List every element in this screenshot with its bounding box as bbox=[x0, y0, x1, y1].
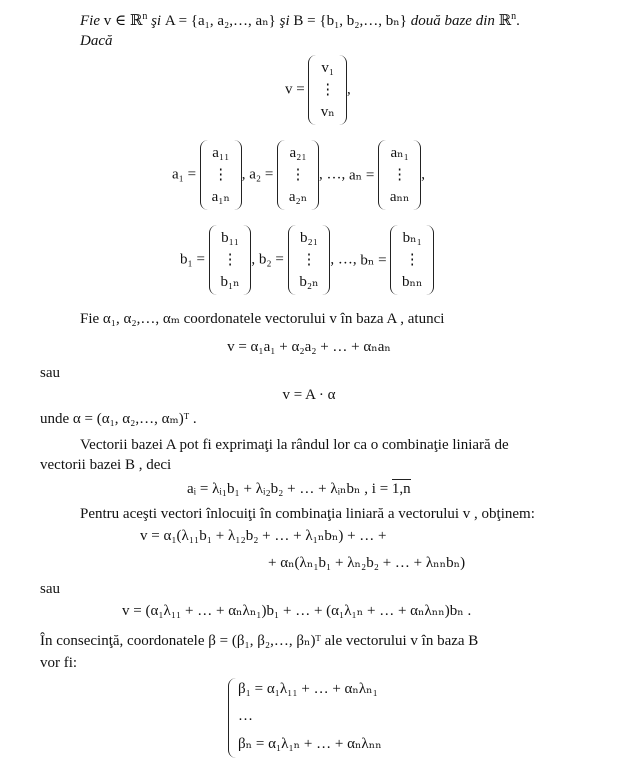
v-cell-3: vₙ bbox=[320, 104, 335, 120]
paren-right bbox=[339, 55, 347, 125]
a1-cell-2: ⋮ bbox=[213, 167, 229, 183]
paren-left bbox=[200, 140, 208, 210]
vectorii-line-1: Vectorii bazei A pot fi exprimaţi la rândul lor ca o combinaţie liniară de bbox=[80, 437, 509, 453]
eq-substitution-2: + αₙ(λₙ₁b₁ + λₙ₂b₂ + … + λₙₙbₙ) bbox=[268, 555, 466, 571]
paren-right bbox=[234, 140, 242, 210]
an-column bbox=[390, 142, 410, 208]
b1-cell-2: ⋮ bbox=[222, 252, 238, 268]
v-vector-eq bbox=[285, 55, 351, 125]
a1-cell-3: a₁ₙ bbox=[211, 189, 230, 205]
eq3-main: aᵢ = λᵢ₁b₁ + λᵢ₂b₂ + … + λᵢₙbₙ , i = bbox=[187, 481, 392, 497]
eq-basis-change bbox=[187, 480, 411, 498]
R-space: ℝ bbox=[498, 13, 512, 29]
consecinta-line-1: În consecinţă, coordonatele β = (β₁, β₂,…, βₙ)ᵀ ale vectorului v în baza B bbox=[40, 633, 479, 649]
b2-lhs: b₂ = bbox=[258, 251, 284, 268]
vectorii-line-2: vectorii bazei B , deci bbox=[40, 457, 172, 473]
a1-lhs: a₁ = bbox=[172, 166, 197, 183]
system-row-1: β₁ = α₁λ₁₁ + … + αₙλₙ₁ bbox=[238, 681, 378, 697]
sau-1: sau bbox=[40, 365, 60, 381]
v-column bbox=[320, 57, 335, 123]
system-row-3: βₙ = α₁λ₁ₙ + … + αₙλₙₙ bbox=[238, 736, 382, 752]
bn-cell-3: bₙₙ bbox=[402, 274, 423, 290]
intro-doua-baze: două baze din bbox=[406, 13, 499, 29]
paren-left bbox=[288, 225, 296, 295]
sep-ellipsis: , …, bbox=[330, 251, 357, 268]
b1-cell-1: b₁₁ bbox=[221, 230, 240, 246]
b2-column bbox=[299, 227, 318, 293]
paren-left bbox=[277, 140, 285, 210]
eq-substitution-1: v = α₁(λ₁₁b₁ + λ₁₂b₂ + … + λ₁ₙbₙ) + … + bbox=[140, 528, 387, 544]
b1-lhs: b₁ = bbox=[180, 251, 205, 268]
eq-regrouped: v = (α₁λ₁₁ + … + αₙλₙ₁)b₁ + … + (α₁λ₁ₙ + … + αₙλₙₙ)bₙ . bbox=[122, 603, 472, 619]
base-B: B = {b₁, b₂,…, bₙ} bbox=[293, 13, 407, 29]
b2-cell-2: ⋮ bbox=[301, 252, 317, 268]
pentru-line: Pentru aceşti vectori înlocuiţi în combinaţia liniară a vectorului v , obţinem: bbox=[80, 506, 535, 522]
eq-matrix-form: v = A · α bbox=[282, 387, 336, 403]
a2-cell-3: a₂ₙ bbox=[288, 189, 308, 205]
a-vectors-eq bbox=[172, 140, 425, 210]
bn-column bbox=[402, 227, 422, 293]
v-in-R: v ∈ ℝ bbox=[103, 13, 143, 29]
base-A: A = {a₁, a₂,…, aₙ} bbox=[164, 13, 276, 29]
bn-lhs: bₙ = bbox=[360, 252, 387, 269]
an-cell-1: aₙ₁ bbox=[390, 145, 409, 161]
sep: , bbox=[251, 251, 256, 268]
system-row-2: … bbox=[238, 708, 253, 724]
intro-fie: Fie bbox=[80, 13, 104, 29]
b-vectors-eq bbox=[180, 225, 434, 295]
a1-column bbox=[212, 142, 230, 208]
v-cell-1: v₁ bbox=[321, 60, 335, 76]
sep: , bbox=[241, 166, 246, 183]
coord-paragraph: Fie α₁, α₂,…, αₘ coordonatele vectorului v în baza A , atunci bbox=[80, 311, 445, 327]
bn-cell-2: ⋮ bbox=[404, 252, 420, 268]
paren-right bbox=[426, 225, 434, 295]
exp-n: n bbox=[142, 11, 148, 22]
intro-period: . bbox=[516, 13, 520, 29]
v-cell-2: ⋮ bbox=[320, 82, 336, 98]
intro-line bbox=[80, 8, 520, 30]
a2-lhs: a₂ = bbox=[249, 166, 274, 183]
v-lhs: v = bbox=[285, 81, 305, 98]
a-trail: , bbox=[421, 166, 425, 183]
b2-cell-3: b₂ₙ bbox=[299, 274, 319, 290]
eq-linear-combination: v = α₁a₁ + α₂a₂ + … + αₙaₙ bbox=[227, 339, 391, 355]
an-lhs: aₙ = bbox=[349, 167, 375, 184]
a2-column bbox=[289, 142, 307, 208]
a2-cell-2: ⋮ bbox=[290, 167, 306, 183]
an-cell-2: ⋮ bbox=[392, 167, 408, 183]
exp-n-2: n bbox=[511, 11, 517, 22]
unde-line: unde α = (α₁, α₂,…, αₘ)ᵀ . bbox=[40, 411, 197, 427]
b1-cell-3: b₁ₙ bbox=[220, 274, 240, 290]
a2-cell-1: a₂₁ bbox=[289, 145, 307, 161]
paren-left bbox=[308, 55, 316, 125]
paren-left bbox=[209, 225, 217, 295]
a1-cell-1: a₁₁ bbox=[212, 145, 230, 161]
intro-si-1: şi bbox=[147, 13, 165, 29]
eq3-range: 1,n bbox=[391, 481, 411, 497]
paren-right bbox=[311, 140, 319, 210]
v-trail: , bbox=[346, 81, 351, 98]
paren-left bbox=[378, 140, 386, 210]
intro-si-2: şi bbox=[275, 13, 294, 29]
system-brace bbox=[228, 678, 237, 758]
sau-2: sau bbox=[40, 581, 60, 597]
daca-text: Dacă bbox=[80, 33, 113, 49]
daca-line bbox=[80, 32, 113, 50]
an-cell-3: aₙₙ bbox=[389, 189, 410, 205]
sep-ellipsis: , …, bbox=[319, 166, 346, 183]
bn-cell-1: bₙ₁ bbox=[402, 230, 422, 246]
b1-column bbox=[220, 227, 239, 293]
consecinta-line-2: vor fi: bbox=[40, 655, 78, 671]
paren-left bbox=[390, 225, 398, 295]
b2-cell-1: b₂₁ bbox=[300, 230, 318, 246]
